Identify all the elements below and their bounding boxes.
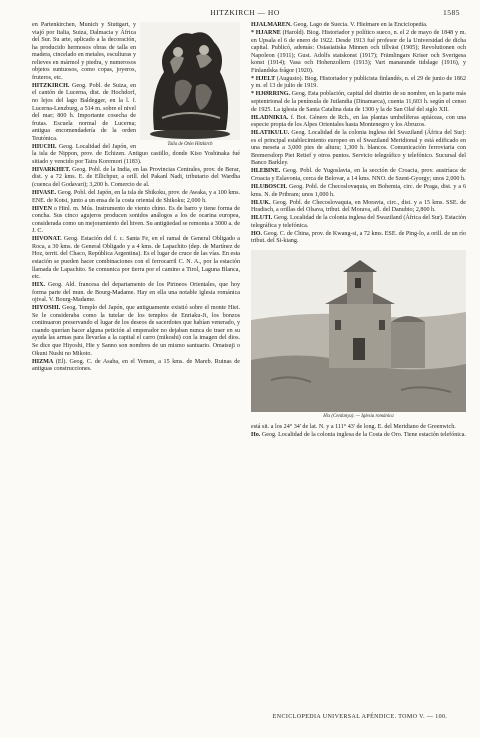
dictionary-entry [251, 22, 466, 30]
entry-headword: HLATIKULU. [251, 130, 290, 137]
entry-text: Geog. Pobl. del Japón, en la isla de Shikoku, prov. de Awaka, y a 100 kms. ENE. de Kotsi, junto a un ensa de la costa oriental de Shikoku; 2,000 h. [32, 190, 240, 204]
entry-headword: HITZKIRCH. [32, 82, 70, 89]
dictionary-entry [32, 359, 240, 374]
entry-headword: HIVEN [32, 205, 52, 212]
left-column [32, 22, 240, 704]
entry-text: Geog. Localidad de la colonia inglesa del Swaziland (África del Sur). Estación telegráfica y telefónica. [251, 215, 466, 229]
dictionary-entry [32, 167, 240, 190]
entry-headword: Ho. [251, 431, 261, 438]
dictionary-entry [251, 76, 466, 91]
church-photograph [251, 250, 466, 412]
running-title: HITZKIRCH — HO [210, 8, 280, 17]
entry-headword: * HJARNE [251, 30, 281, 37]
entry-text: Geog. Pobl. de Yugoslavia, en la sección de Croacia, prov. austríaca de Croacia y Eslavonia, cerca de Belovar, a 14 kms. NNO. de Szent-Gyorgy; unos 2,000 h. [251, 168, 466, 182]
dictionary-entry [32, 206, 240, 236]
entry-text: Geog. Pobl. de Suiza, en el cantón de Lucerna, dist. de Hochdorf, no lejos del lago Baldegger, en la l. f. Lucerna-Lenzburg, a 514 m. sobre el nivel del mar; 800 h. Importante cosecha de frutas. Escuela normal de Lucerna; antigua encomendadería de la orden Teutónica. [32, 82, 136, 142]
entry-text: Geog. Esta población, capital del distrito de su nombre, en la parte más septentrional de la península de Jutlandia (Dinamarca), cuenta 11,603 h. según el censo de 1925. La iglesia de Santa Catalina data de 1300 y la de San Olaf del siglo XII. [251, 91, 466, 113]
entry-text: o Hinl. m. Mús. Instrumento de viento chino. Es de barro y tiene forma de concha. Sus cinco agujeros producen sonidos análogos a los de ocarina europea, considerada como un mejoramiento del hiven. Su antigüedad se remonta a 3000 a. de J. C. [32, 205, 240, 235]
entry-text: en Partenkirchen, Munich y Stuttgart, y viajó por Italia, Suiza, Dalmacia y África del Sur. Su arte, aplicado a la decoración, ha producido hermosos obras de talla en madera, cincelado en metales, esculturas y relieves en mármol y piedra, y numerosos objetos suntuosos, como copas, joyeros, fruteros, etc. [32, 22, 136, 81]
dictionary-entry [251, 424, 466, 432]
figure-carving [140, 22, 240, 148]
entry-text: Geog. C. de China, prov. de Kwang-si, a 72 kms. ESE. de Ping-lo, a orill. de un río tribut. del Si-kiang. [251, 230, 466, 245]
entry-text: (Augusto). Biog. Historiador y publicista finlandés, n. el 29 de junio de 1862 y m. el 13 de julio de 1919. [251, 75, 466, 90]
figure-caption-carving: Talla de Otón Hitzkirch [167, 142, 213, 147]
entry-text: Geog. Lago de Suecia. V. Hielmare en la Enciclopedia. [293, 22, 428, 28]
entry-text: f. Bot. Género de Rch., en las plantas umbelíferas apiáceas, con una especie propia de los Alpes Orientales hasta Montenegro y los Abruzos. [251, 114, 466, 129]
dictionary-entry [32, 305, 240, 358]
entry-headword: HIVARKHET. [32, 166, 71, 173]
dictionary-entry [251, 130, 466, 168]
entry-text: Geog. Pobl. de la India, en las Provincias Centrales, prov. de Berar, dist. y a 72 kms. E. de Ellichpur, a orill. del Pakanl Nadi, tributario del Wardha (cuenca del Godavari); 3,200 h. Comercio de al. [32, 166, 240, 188]
entry-headword: HIUCHI. [32, 143, 57, 150]
dictionary-entry [251, 91, 466, 114]
entry-text: Geog. Localidad de la colonia inglesa del Swaziland (África del Sur): es el principal establecimiento europeo en el Swaziland Meridional y está edificado en una meseta a 3,000 pies de altura; 1,300 h. blancos. Comunicación ferroviaria con Bremersdorp Piet Retief y otros puntos. Servicio telegráfico y telefónico. Sucursal del Banco Barkley. [251, 130, 466, 167]
dictionary-entry [251, 432, 466, 440]
entry-headword: HLEBINE. [251, 168, 281, 175]
dictionary-entry [251, 168, 466, 183]
entry-headword: HLUK. [251, 199, 271, 206]
entry-headword: HIX. [32, 282, 46, 289]
dictionary-entry [251, 30, 466, 75]
right-column [251, 22, 466, 704]
entry-text: (El). Geog. C. de Asaba, en el Yemen, a 15 kms. de Mareb. Ruinas de antiguas construcciones. [32, 358, 240, 373]
entry-headword: * HJELT [251, 75, 276, 82]
entry-headword: HIVONAT. [32, 236, 62, 243]
dictionary-entry [32, 236, 240, 281]
dictionary-entry [32, 282, 240, 305]
dictionary-entry [251, 184, 466, 199]
entry-headword: HLADNIKIA. [251, 114, 289, 121]
dictionary-entry [251, 231, 466, 246]
right-bottom-entries [251, 424, 466, 440]
entry-text: Geog. Pobl. de Checoslovaquia, en Bohemia, circ. de Praga, dist. y a 6 kms. N. de Pribram; unos 1,000 h. [251, 183, 466, 198]
entry-text: Geog. Localidad del Japón, en la isla de Nippon, prov. de Echizen. Antiguo castillo, donde Kiso Yoshinaka fué sitiado y vencido por Taira Koremori (1183). [32, 143, 240, 165]
entry-text: Geog. Estación del f. c. Santa Fe, en el ramal de General Obligado a Roca, a 30 kms. de General Obligado y a 4 kms. de Lapachito (dep. de Martínez de Hoz, territ. del Chaco, República Argentina). Es el lugar de cruce de las vías. En esta estación se pueden hacer combinaciones con el ferrocarril C. N. A., por la estación llamada de Lapachito. Se comunica por tierra por el camino a Tirol, Laguna Blanca, etc. [32, 236, 240, 281]
entry-text: (Harold). Biog. Historiador y político sueco, n. el 2 de mayo de 1848 y m. en Upsala el 6 de enero de 1922. Desde 1913 fué profesor de la Universidad de dicha capital. Publicó, además: Ostasiatiska Minnen och tillväst (1905); Revolutionen och Napoleon (1911); Gust. Adolfs statskonst (1917); Främlingars Kriser och Sverigesa konst (1914); Vasa och Hohenzollern (1913); Vart manarande tidslage (1916), y Finlandska frågor (1920). [251, 30, 466, 74]
entry-text: Geog. Ald. francesa del departamento de los Pirineos Orientales, que hoy forma parte del mun. de Bourg-Madame. Hay en ella una notable iglesia románica ojival. V. Bourg-Madame. [32, 282, 240, 304]
entry-headword: HJALMÄREN. [251, 22, 292, 28]
entry-text: Geog. Templo del Japón, que antiguamente existió sobre el monte Hiei. Se le consideraba como la tutelar de los templos de Enriaku-Ji, los bonzos continuaron preservando el lugar de los deseos de sacerdotes que habían venerado, y cuando querían hacer alguna petición al emperador no dejaban nunca de traer en su ayuda las armas para llevarlas a la capital el carro (mikoshi) con la imagen del dios. Se dice que Hiyoshi, Hie y Sanno son nombres de un mismo santuario. Omatsuji o Okuni Nushi no Mikoto. [32, 305, 240, 357]
dictionary-entry [32, 190, 240, 205]
entry-headword: HIYOSHI. [32, 305, 61, 312]
page-header [30, 8, 460, 20]
entry-text: está sit. a los 24° 34' de lat. N. y a 111° 43' de long. E. del Meridiano de Greenwich. [251, 423, 456, 430]
entry-headword: HLUBOSCH. [251, 183, 288, 190]
entry-headword: * HJØRRING. [251, 91, 291, 98]
figure-church [251, 250, 466, 420]
entry-headword: HIZMA [32, 358, 54, 365]
page-footer: ENCICLOPEDIA UNIVERSAL APÉNDICE. TOMO V. — 100. [272, 714, 448, 720]
dictionary-entry [251, 200, 466, 215]
page-number: 1585 [443, 8, 460, 17]
entry-headword: HO. [251, 230, 263, 237]
dictionary-entry [251, 115, 466, 130]
entry-text: Geog. Pobl. de Checoslovaquia, en Moravia, circ., dist. y a 15 kms. SSE. de Hradisch, a orillas del Olsava, tribut. del Morava, afl. del Danubio; 2,800 h. [251, 199, 466, 214]
dictionary-entry [251, 215, 466, 230]
right-top-entries [251, 22, 466, 246]
figure-caption-church: Hix (Cerdanya). — Iglesia románica [323, 413, 394, 419]
entry-headword: HIVASE. [32, 190, 57, 197]
entry-headword: HLUTI. [251, 215, 273, 222]
entry-text: Geog. Localidad de la colonia inglesa de la Costa de Oro. Tiene estación telefónica. [261, 431, 466, 438]
carving-illustration [140, 22, 240, 140]
